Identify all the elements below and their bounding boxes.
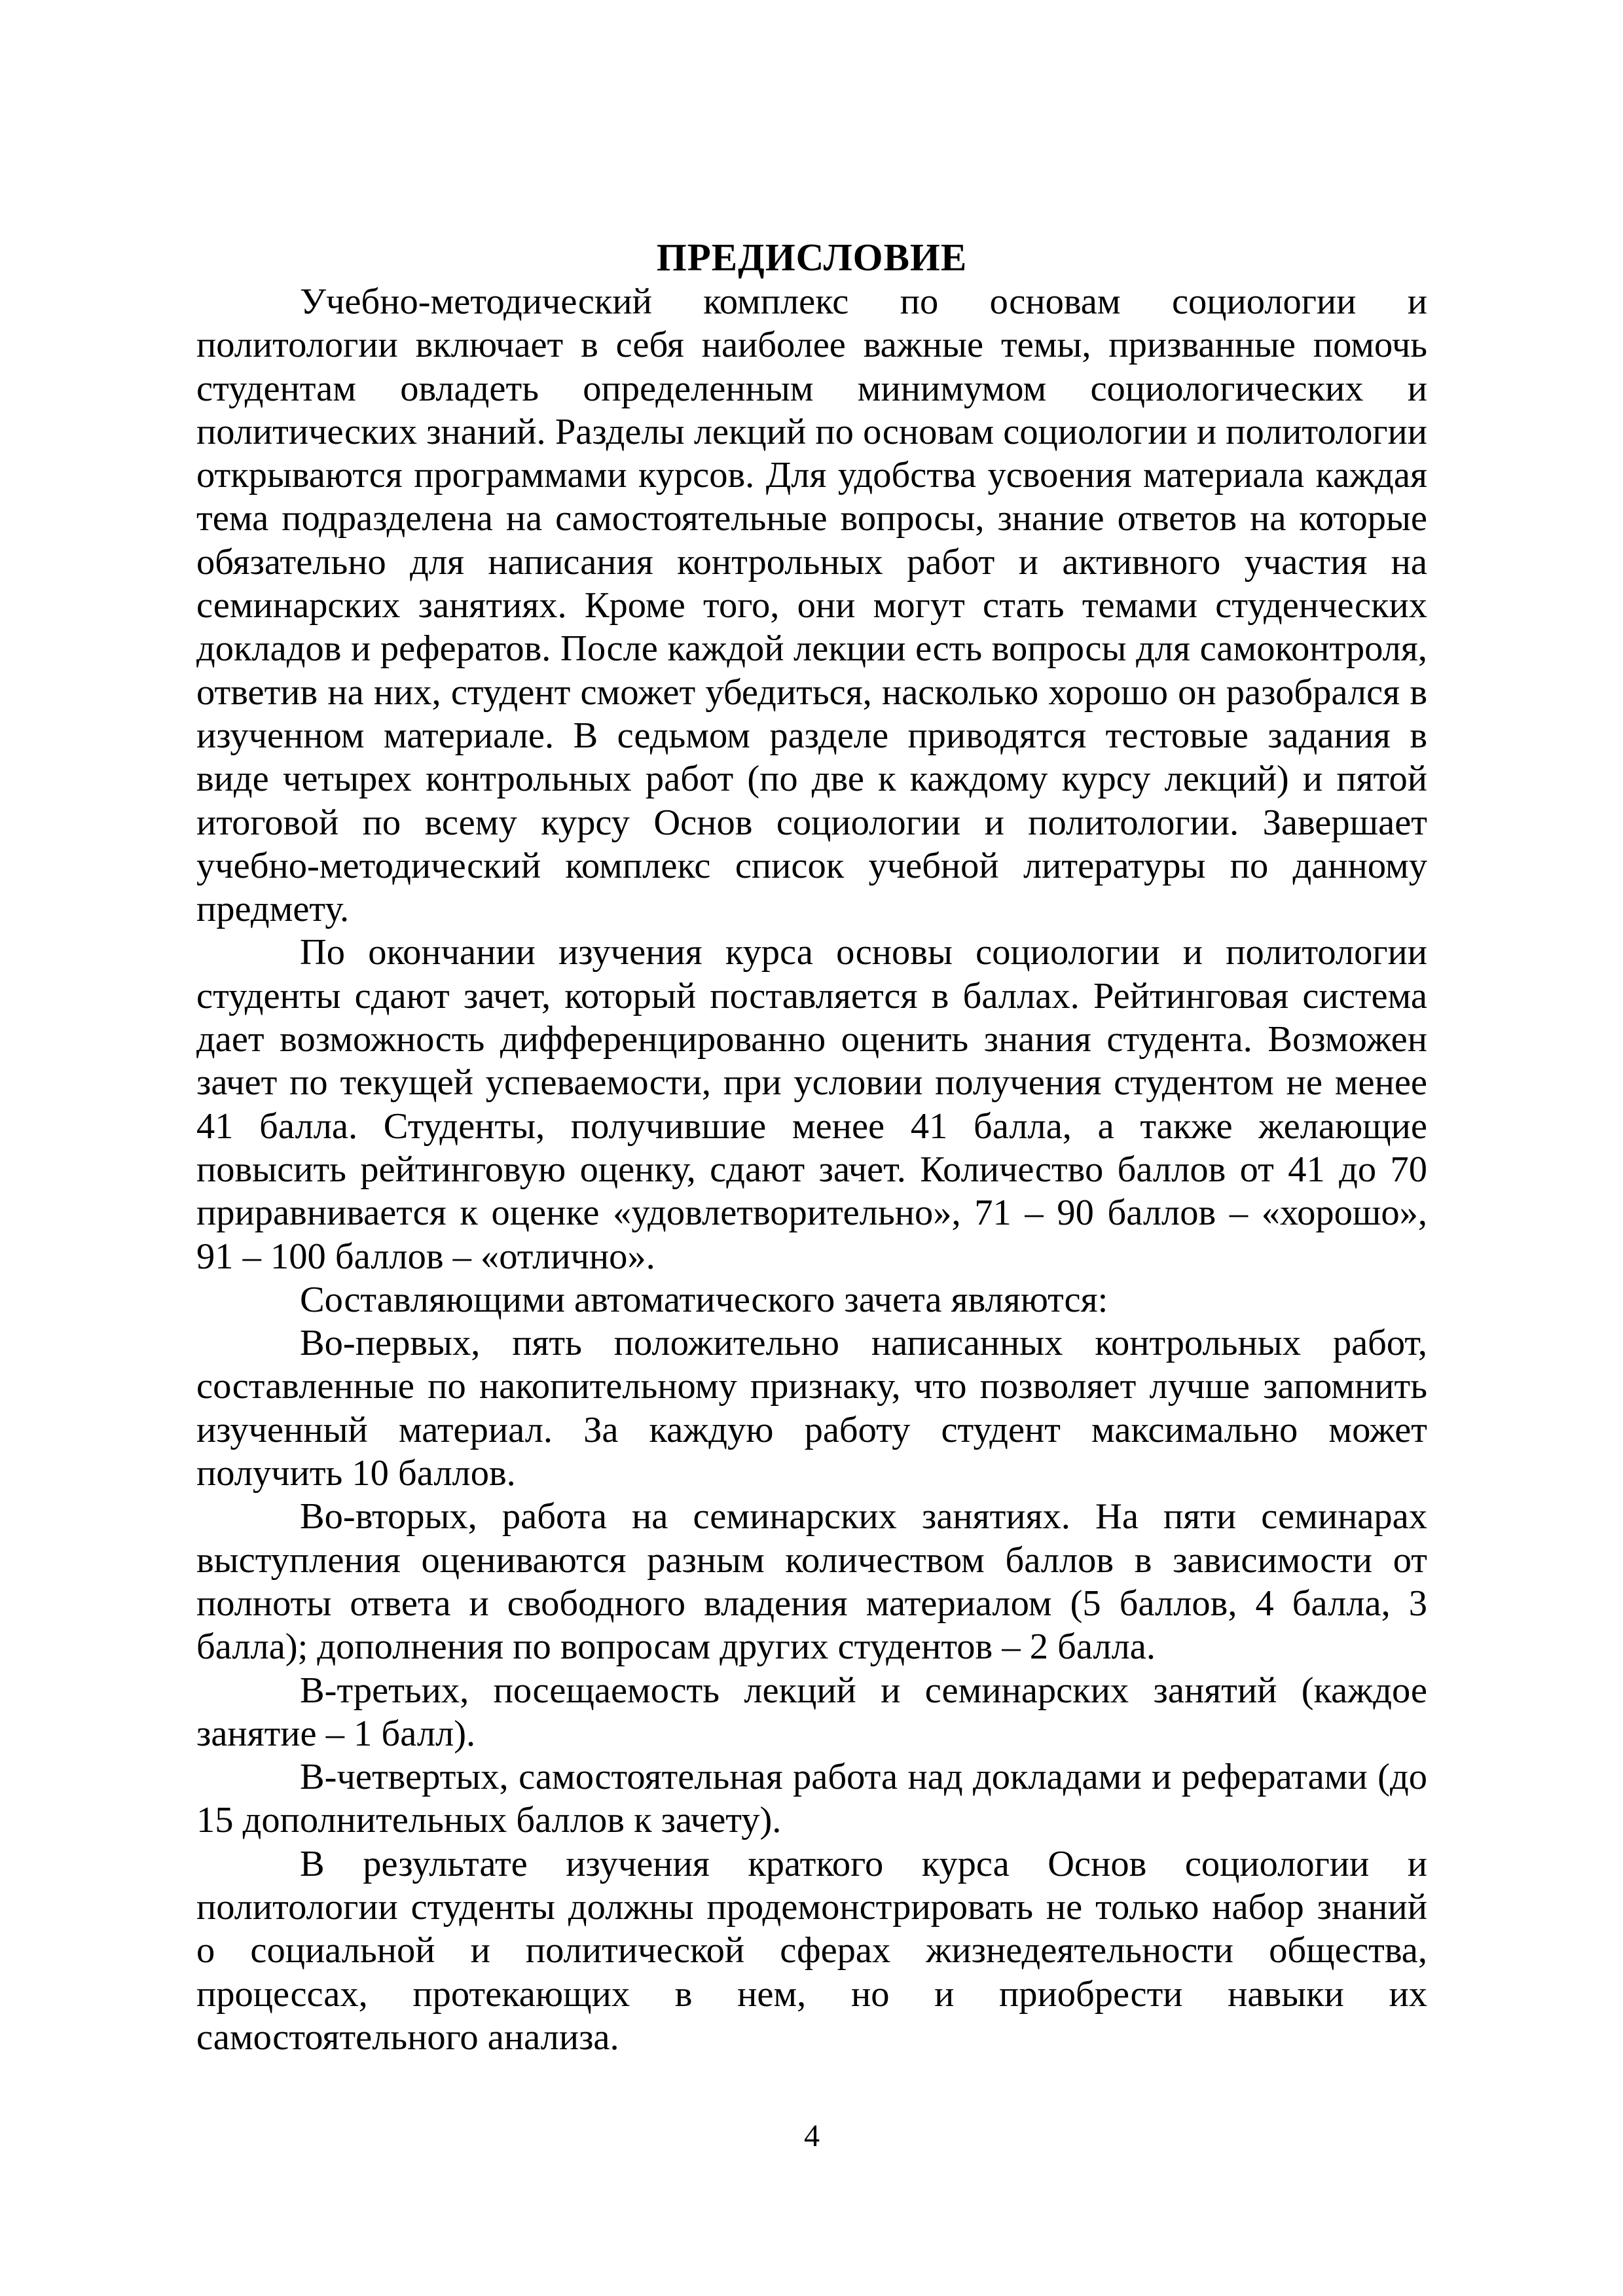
paragraph-components: Составляющими автоматического зачета являются:: [300, 1279, 1108, 1320]
paragraph-grading: По окончании изучения курса основы социологии и политологии студенты сдают зачет, который поставляется в баллах. Рейтинговая система дает возможность дифференцированно оценить знания студента. Возможен зачет по текущей успеваемости, при условии получения студентом не менее 41 балла. Студенты, получившие менее 41 балла, а также желающие повысить рейтинговую оценку, сдают зачет. Количество баллов от 41 до 70 приравнивается к оценке «удовлетворительно», 71 – 90 баллов – «хорошо», 91 – 100 баллов – «отлично».: [196, 932, 1427, 1277]
page-number: 4: [804, 2119, 820, 2153]
paragraph-intro: Учебно-методический комплекс по основам социологии и политологии включает в себя наиболее важные темы, призванные помочь студентам овладеть определенным минимумом социологических и политических знаний. Разделы лекций по основам социологии и политологии открываются программами курсов. Для удобства усвоения материала каждая тема подразделена на самостоятельные вопросы, знание ответов на которые обязательно для написания контрольных работ и активного участия на семинарских занятиях. Кроме того, они могут стать темами студенческих докладов и рефератов. После каждой лекции есть вопросы для самоконтроля, ответив на них, студент сможет убедиться, насколько хорошо он разобрался в изученном материале. В седьмом разделе приводятся тестовые задания в виде четырех контрольных работ (по две к каждому курсу лекций) и пятой итоговой по всему курсу Основ социологии и политологии. Завершает учебно-методический комплекс список учебной литературы по данному предмету.: [196, 281, 1427, 930]
body-text: [196, 280, 1427, 2059]
paragraph-second: Во-вторых, работа на семинарских занятиях. На пяти семинарах выступления оцениваются разным количеством баллов в зависимости от полноты ответа и свободного владения материалом (5 баллов, 4 балла, 3 балла); дополнения по вопросам других студентов – 2 балла.: [196, 1496, 1427, 1668]
page-title: ПРЕДИСЛОВИЕ: [656, 236, 968, 279]
paragraph-first: Во-первых, пять положительно написанных контрольных работ, составленные по накопительному признаку, что позволяет лучше запомнить изученный материал. За каждую работу студент максимально может получить 10 баллов.: [196, 1323, 1427, 1494]
paragraph-result: В результате изучения краткого курса Основ социологии и политологии студенты должны продемонстрировать не только набор знаний о социальной и политической сферах жизнедеятельности общества, процессах, протекающих в нем, но и приобрести навыки их самостоятельного анализа.: [196, 1843, 1427, 2058]
document-page: [196, 0, 1427, 2296]
paragraph-third: В-третьих, посещаемость лекций и семинарских занятий (каждое занятие – 1 балл).: [196, 1670, 1427, 1754]
paragraph-fourth: В-четвертых, самостоятельная работа над докладами и рефератами (до 15 дополнительных баллов к зачету).: [196, 1757, 1427, 1841]
